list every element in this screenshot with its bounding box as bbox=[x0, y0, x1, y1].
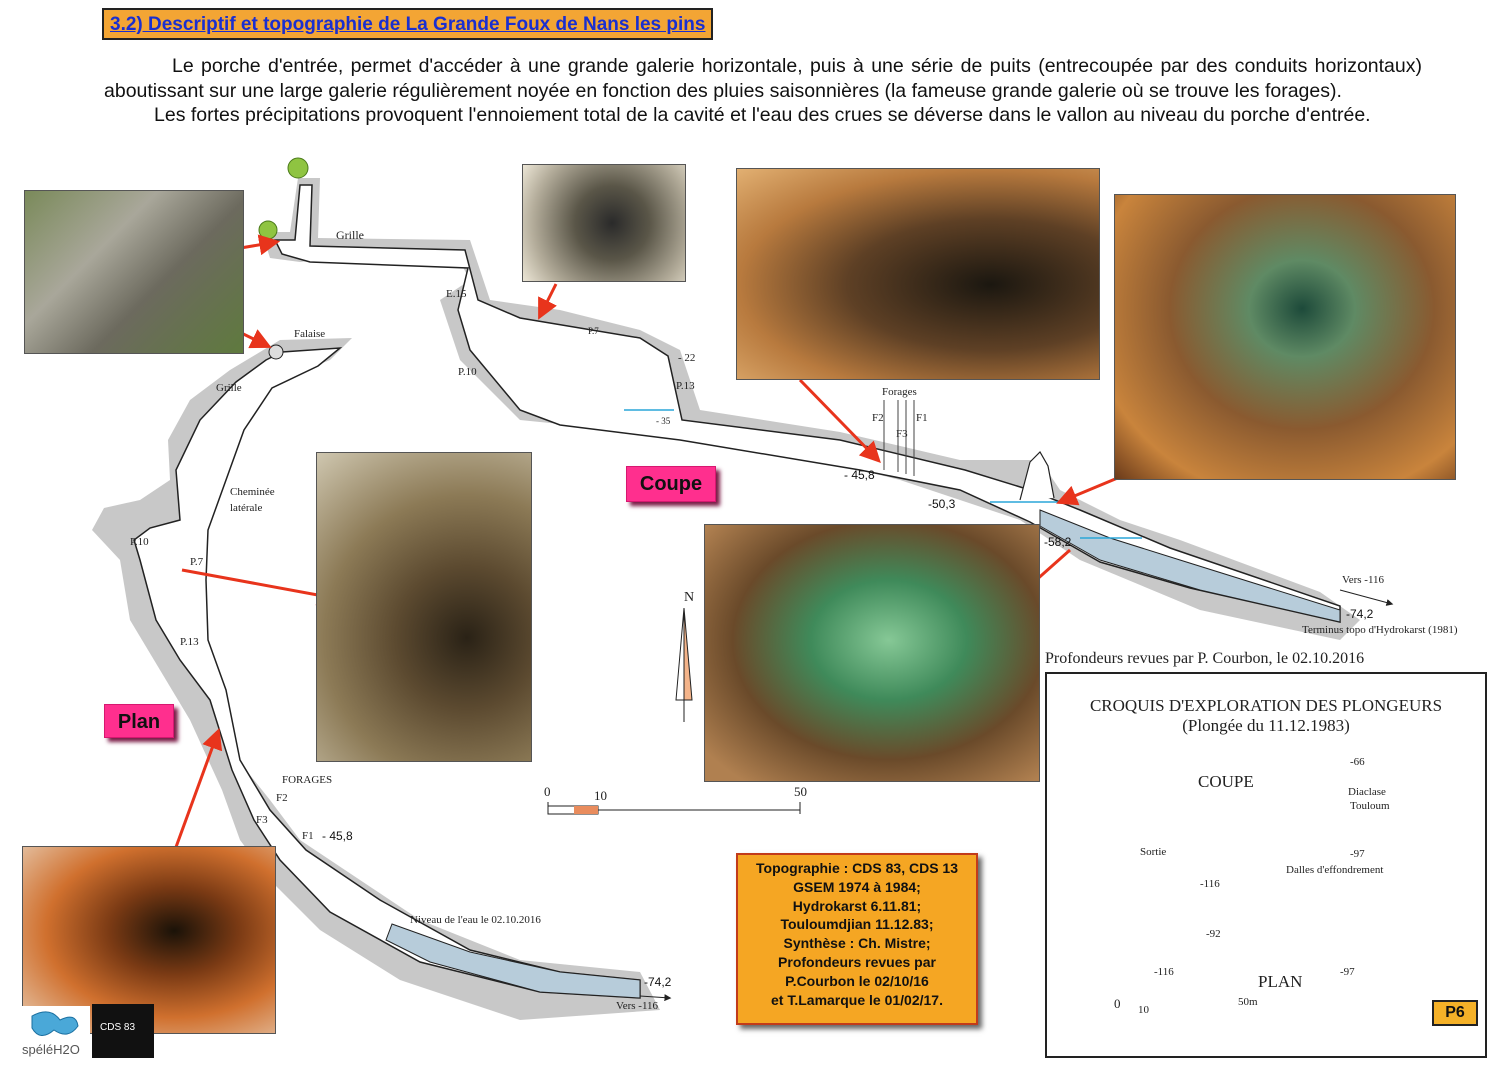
coupe-p13-label: P.13 bbox=[676, 380, 695, 392]
coupe-label: Coupe bbox=[626, 466, 716, 502]
coupe-p10-label: P.10 bbox=[458, 366, 477, 378]
coupe-depth-45-8: - 45,8 bbox=[844, 468, 875, 482]
scale-ten: 10 bbox=[594, 788, 607, 803]
north-arrow bbox=[676, 608, 692, 722]
scale-bar bbox=[548, 802, 800, 814]
croquis-coupe-label: COUPE bbox=[1198, 772, 1254, 791]
coupe-depth-74-2: -74,2 bbox=[1346, 607, 1374, 621]
croquis-diaclase-2: Touloum bbox=[1350, 800, 1390, 812]
plan-p13-label: P.13 bbox=[180, 636, 199, 648]
croquis-title: CROQUIS D'EXPLORATION DES PLONGEURS bbox=[1089, 696, 1443, 715]
plan-water-level-label: Niveau de l'eau le 02.10.2016 bbox=[410, 914, 541, 926]
logo-speleh2o bbox=[20, 1006, 90, 1058]
croquis-diaclase-1: Diaclase bbox=[1348, 786, 1386, 798]
croquis-depth-92: -92 bbox=[1206, 928, 1221, 940]
credits-line: Touloumdjian 11.12.83; bbox=[780, 916, 934, 933]
croquis-box bbox=[1045, 672, 1487, 1058]
plan-depth-45-8: - 45,8 bbox=[322, 829, 353, 843]
credits-line: P.Courbon le 02/10/16 bbox=[785, 972, 929, 989]
logo-cds83 bbox=[92, 1004, 154, 1058]
scale-fifty: 50 bbox=[794, 784, 807, 799]
plan-cheminee-label-2: latérale bbox=[230, 502, 263, 514]
croquis-depth-97b: -97 bbox=[1340, 966, 1355, 978]
coupe-terminus-label: Terminus topo d'Hydrokarst (1981) bbox=[1302, 624, 1458, 636]
photo-forages-gallery bbox=[736, 168, 1100, 380]
coupe-depth-58-2: -58,2 bbox=[1044, 535, 1072, 549]
plan-grille-label: Grille bbox=[216, 382, 242, 394]
coupe-vers116-label: Vers -116 bbox=[1342, 574, 1385, 586]
coupe-grille-label: Grille bbox=[336, 228, 364, 242]
croquis-depth-116a: -116 bbox=[1200, 878, 1220, 890]
plan-f2-label: F2 bbox=[276, 792, 288, 804]
credits-line: GSEM 1974 à 1984; bbox=[793, 878, 921, 895]
intro-paragraph-2: Les fortes précipitations provoquent l'ennoiement total de la cavité et l'eau des crues se déverse dans le vallon au niveau du porche d'entrée. bbox=[154, 104, 1371, 126]
north-label: N bbox=[684, 590, 695, 605]
credits-box bbox=[736, 853, 978, 1025]
photo-vertical-shaft bbox=[316, 452, 532, 762]
coupe-f1-label: F1 bbox=[916, 412, 928, 424]
croquis-depth-66: -66 bbox=[1350, 756, 1365, 768]
scale-zero: 0 bbox=[544, 784, 551, 799]
photo-entrance-porch bbox=[24, 190, 244, 354]
plan-vers116-label: Vers -116 bbox=[616, 1000, 659, 1012]
credits-line: Hydrokarst 6.11.81; bbox=[792, 897, 922, 914]
plan-p10-label: P.10 bbox=[130, 536, 149, 548]
plan-falaise-label: Falaise bbox=[294, 328, 326, 340]
plan-depth-74-2: -74,2 bbox=[644, 975, 672, 989]
credits-line: Topographie : CDS 83, CDS 13 bbox=[756, 860, 958, 876]
credits-line: Synthèse : Ch. Mistre; bbox=[783, 935, 931, 952]
profondeurs-note: Profondeurs revues par P. Courbon, le 02.10.2016 bbox=[1045, 650, 1365, 667]
credits-line: et T.Lamarque le 01/02/17. bbox=[771, 991, 943, 1008]
croquis-dalles: Dalles d'effondrement bbox=[1286, 864, 1384, 876]
croquis-scale-50: 50m bbox=[1238, 996, 1258, 1008]
croquis-depth-97a: -97 bbox=[1350, 848, 1365, 860]
coupe-depth-50-3: -50,3 bbox=[928, 497, 956, 511]
croquis-scale-10: 10 bbox=[1138, 1004, 1149, 1016]
coupe-minus22-label: - 22 bbox=[678, 352, 696, 364]
coupe-f2-label: F2 bbox=[872, 412, 884, 424]
coupe-e15-label: E.15 bbox=[446, 288, 467, 300]
photo-green-sump bbox=[704, 524, 1040, 782]
croquis-sortie: Sortie bbox=[1140, 846, 1167, 858]
plan-forages-label: FORAGES bbox=[282, 774, 333, 786]
page-tag: P6 bbox=[1432, 1000, 1478, 1026]
croquis-plan-label: PLAN bbox=[1258, 972, 1303, 991]
coupe-p7-label: P.7 bbox=[588, 326, 599, 336]
croquis-depth-116b: -116 bbox=[1154, 966, 1174, 978]
credits-line: Profondeurs revues par bbox=[778, 953, 936, 970]
coupe-minus35-label: - 35 bbox=[656, 416, 671, 426]
intro-paragraph-1: Le porche d'entrée, permet d'accéder à une grande galerie horizontale, puis à une série de puits (entrecoupée par des conduits horizontaux) aboutissant sur une large galerie régulièrement noyée en fonction des pluies saisonnières (la fameuse grande galerie où se trouve les forages). bbox=[104, 55, 1422, 102]
plan-cheminee-label-1: Cheminée bbox=[230, 486, 275, 498]
coupe-forages-label: Forages bbox=[882, 386, 917, 398]
croquis-subtitle: (Plongée du 11.12.1983) bbox=[1182, 716, 1350, 735]
photo-flooded-gallery bbox=[1114, 194, 1456, 480]
logo-cds83-text: CDS 83 bbox=[100, 1022, 136, 1033]
page-title: 3.2) Descriptif et topographie de La Grande Foux de Nans les pins bbox=[102, 8, 713, 40]
plan-f1-label: F1 bbox=[302, 830, 314, 842]
coupe-f3-label: F3 bbox=[896, 428, 908, 440]
plan-p7-label: P.7 bbox=[190, 556, 204, 568]
plan-label: Plan bbox=[104, 704, 174, 738]
croquis-scale-0: 0 bbox=[1114, 996, 1121, 1011]
photo-shaft-top bbox=[522, 164, 686, 282]
plan-f3-label: F3 bbox=[256, 814, 268, 826]
logo-speleh2o-text: spéléH2O bbox=[22, 1042, 80, 1057]
